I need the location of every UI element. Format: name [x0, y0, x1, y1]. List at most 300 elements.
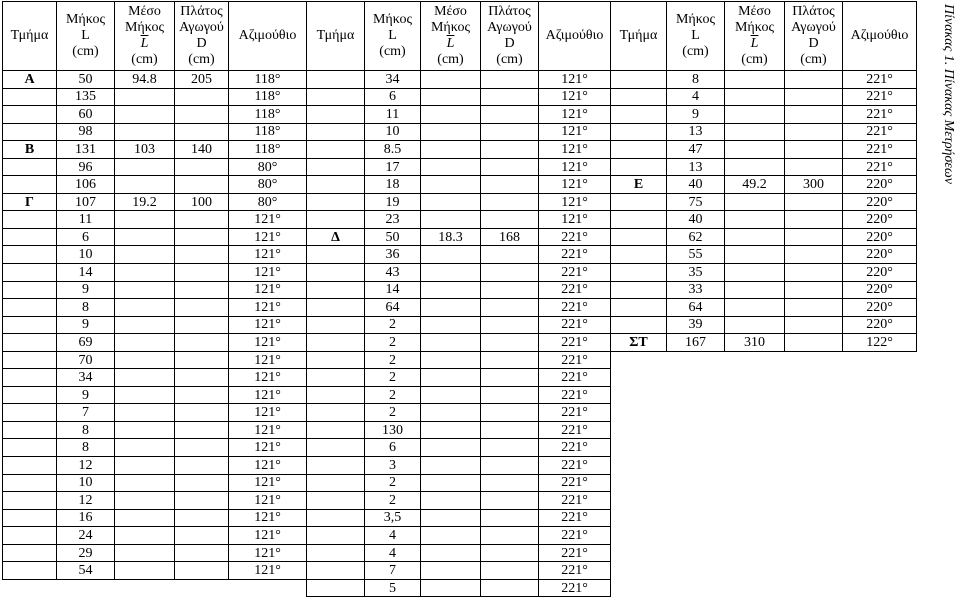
empty-cell: [175, 281, 229, 299]
azimuth-cell: 118°: [229, 71, 307, 89]
length-cell: 35: [667, 264, 725, 282]
header-length: [365, 2, 421, 71]
empty-cell: [611, 439, 667, 457]
empty-cell: [481, 281, 539, 299]
azimuth-cell: 121°: [539, 176, 611, 194]
table-row: [3, 509, 917, 527]
length-cell: 107: [57, 193, 115, 211]
azimuth-cell: 221°: [539, 316, 611, 334]
empty-cell: [725, 88, 785, 106]
length-cell: 29: [57, 544, 115, 562]
empty-cell: [725, 527, 785, 545]
azimuth-cell: 118°: [229, 123, 307, 141]
empty-cell: [611, 509, 667, 527]
length-cell: 75: [667, 193, 725, 211]
empty-cell: [611, 123, 667, 141]
azimuth-cell: 221°: [539, 509, 611, 527]
empty-cell: [785, 123, 843, 141]
empty-cell: [785, 141, 843, 159]
width-cell: 140: [175, 141, 229, 159]
empty-cell: [115, 404, 175, 422]
empty-cell: [785, 246, 843, 264]
azimuth-cell: 121°: [229, 281, 307, 299]
empty-cell: [307, 439, 365, 457]
empty-cell: [307, 211, 365, 229]
empty-cell: [175, 123, 229, 141]
empty-cell: [611, 369, 667, 387]
empty-cell: [421, 369, 481, 387]
empty-cell: [307, 527, 365, 545]
empty-cell: [115, 316, 175, 334]
azimuth-cell: 221°: [539, 351, 611, 369]
length-cell: 96: [57, 158, 115, 176]
azimuth-cell: 221°: [539, 544, 611, 562]
azimuth-cell: 220°: [843, 228, 917, 246]
length-cell: 18: [365, 176, 421, 194]
empty-cell: [115, 386, 175, 404]
header-text: Μέσο: [738, 4, 771, 19]
length-cell: 9: [667, 106, 725, 124]
empty-cell: [785, 386, 843, 404]
header-text: Μήκος: [65, 12, 106, 27]
azimuth-cell: 121°: [229, 299, 307, 317]
header-text: D: [504, 36, 515, 51]
empty-cell: [115, 562, 175, 580]
empty-cell: [725, 579, 785, 597]
azimuth-cell: 121°: [229, 562, 307, 580]
empty-cell: [307, 579, 365, 597]
empty-cell: [785, 369, 843, 387]
empty-cell: [307, 299, 365, 317]
header-section: [3, 2, 57, 71]
empty-cell: [611, 106, 667, 124]
empty-cell: [307, 123, 365, 141]
table-row: [3, 299, 917, 317]
length-cell: 11: [57, 211, 115, 229]
empty-cell: [307, 492, 365, 510]
empty-cell: [115, 264, 175, 282]
azimuth-cell: 121°: [539, 71, 611, 89]
azimuth-cell: 121°: [229, 421, 307, 439]
empty-cell: [3, 158, 57, 176]
azimuth-cell: 121°: [229, 334, 307, 352]
empty-cell: [421, 439, 481, 457]
empty-cell: [611, 141, 667, 159]
empty-cell: [175, 211, 229, 229]
empty-cell: [421, 404, 481, 422]
empty-cell: [115, 457, 175, 475]
empty-cell: [115, 211, 175, 229]
mean-length-cell: 19.2: [115, 193, 175, 211]
header-text: Αγωγού: [487, 20, 532, 35]
empty-cell: [3, 527, 57, 545]
length-cell: 8: [57, 439, 115, 457]
empty-cell: [667, 457, 725, 475]
empty-cell: [307, 474, 365, 492]
length-cell: 98: [57, 123, 115, 141]
empty-cell: [175, 246, 229, 264]
header-text: Πλάτος: [180, 4, 223, 19]
azimuth-cell: 221°: [539, 404, 611, 422]
empty-cell: [57, 579, 115, 597]
header-text: Μέσο: [434, 4, 467, 19]
length-cell: 8: [57, 299, 115, 317]
header-text: Πλάτος: [488, 4, 531, 19]
header-text: Αζιμούθιο: [850, 28, 909, 43]
header-text: $\overline{L}$: [140, 36, 149, 51]
header-text: Μήκος: [124, 20, 165, 35]
empty-cell: [667, 562, 725, 580]
empty-cell: [175, 421, 229, 439]
length-cell: 39: [667, 316, 725, 334]
empty-cell: [611, 299, 667, 317]
length-cell: 106: [57, 176, 115, 194]
azimuth-cell: 121°: [539, 123, 611, 141]
empty-cell: [481, 474, 539, 492]
table-row: [3, 211, 917, 229]
empty-cell: [175, 457, 229, 475]
header-azimuth: [843, 2, 917, 71]
length-cell: 2: [365, 351, 421, 369]
empty-cell: [175, 527, 229, 545]
length-cell: 2: [365, 316, 421, 334]
empty-cell: [481, 246, 539, 264]
length-cell: 14: [365, 281, 421, 299]
length-cell: 3,5: [365, 509, 421, 527]
azimuth-cell: 121°: [229, 246, 307, 264]
empty-cell: [175, 474, 229, 492]
azimuth-cell: 221°: [539, 264, 611, 282]
empty-cell: [115, 527, 175, 545]
length-cell: 12: [57, 457, 115, 475]
table-row: [3, 386, 917, 404]
empty-cell: [3, 176, 57, 194]
empty-cell: [667, 351, 725, 369]
empty-cell: [611, 316, 667, 334]
length-cell: 4: [365, 527, 421, 545]
header-text: Αγωγού: [179, 20, 224, 35]
length-cell: 64: [365, 299, 421, 317]
header-width: [175, 2, 229, 71]
empty-cell: [667, 474, 725, 492]
empty-cell: [421, 193, 481, 211]
length-cell: 4: [365, 544, 421, 562]
azimuth-cell: 221°: [539, 228, 611, 246]
table-row: [3, 544, 917, 562]
section-label: Γ: [3, 193, 57, 211]
width-cell: 100: [175, 193, 229, 211]
empty-cell: [3, 334, 57, 352]
empty-cell: [421, 474, 481, 492]
empty-cell: [229, 579, 307, 597]
azimuth-cell: 221°: [539, 527, 611, 545]
length-cell: 70: [57, 351, 115, 369]
empty-cell: [481, 299, 539, 317]
empty-cell: [3, 509, 57, 527]
header-text: Μήκος: [372, 12, 413, 27]
mean-length-cell: 94.8: [115, 71, 175, 89]
header-section: [611, 2, 667, 71]
length-cell: 10: [57, 246, 115, 264]
header-text: (cm): [72, 44, 99, 59]
empty-cell: [175, 544, 229, 562]
empty-cell: [307, 246, 365, 264]
length-cell: 24: [57, 527, 115, 545]
table-row: [3, 123, 917, 141]
header-azimuth: [229, 2, 307, 71]
empty-cell: [481, 316, 539, 334]
empty-cell: [725, 457, 785, 475]
empty-cell: [175, 176, 229, 194]
empty-cell: [115, 228, 175, 246]
empty-cell: [843, 386, 917, 404]
table-row: [3, 351, 917, 369]
empty-cell: [481, 404, 539, 422]
empty-cell: [115, 369, 175, 387]
azimuth-cell: 221°: [843, 141, 917, 159]
azimuth-cell: 121°: [229, 509, 307, 527]
length-cell: 14: [57, 264, 115, 282]
empty-cell: [3, 299, 57, 317]
empty-cell: [481, 421, 539, 439]
azimuth-cell: 221°: [539, 299, 611, 317]
empty-cell: [611, 421, 667, 439]
empty-cell: [3, 123, 57, 141]
table-row: [3, 141, 917, 159]
empty-cell: [3, 404, 57, 422]
empty-cell: [421, 211, 481, 229]
length-cell: 13: [667, 123, 725, 141]
width-cell: 168: [481, 228, 539, 246]
empty-cell: [611, 88, 667, 106]
empty-cell: [115, 509, 175, 527]
header-text: Μέσο: [128, 4, 161, 19]
empty-cell: [785, 299, 843, 317]
table-row: [3, 176, 917, 194]
empty-cell: [843, 457, 917, 475]
length-cell: 5: [365, 579, 421, 597]
empty-cell: [785, 457, 843, 475]
length-cell: 47: [667, 141, 725, 159]
header-row: [3, 2, 917, 71]
empty-cell: [175, 509, 229, 527]
length-cell: 2: [365, 474, 421, 492]
empty-cell: [725, 351, 785, 369]
empty-cell: [3, 562, 57, 580]
table-row: [3, 193, 917, 211]
empty-cell: [307, 386, 365, 404]
empty-cell: [481, 579, 539, 597]
empty-cell: [785, 579, 843, 597]
empty-cell: [307, 106, 365, 124]
header-text: Αζιμούθιο: [545, 28, 604, 43]
header-text: Τμήμα: [619, 28, 658, 43]
length-cell: 54: [57, 562, 115, 580]
azimuth-cell: 221°: [539, 334, 611, 352]
empty-cell: [481, 71, 539, 89]
azimuth-cell: 121°: [539, 211, 611, 229]
empty-cell: [175, 369, 229, 387]
table-row: [3, 369, 917, 387]
empty-cell: [3, 351, 57, 369]
empty-cell: [115, 88, 175, 106]
empty-cell: [421, 158, 481, 176]
azimuth-cell: 221°: [539, 562, 611, 580]
length-cell: 7: [57, 404, 115, 422]
table-caption: Πίνακας 1. Πίνακας Μετρήσεων: [941, 4, 956, 184]
length-cell: 19: [365, 193, 421, 211]
empty-cell: [307, 88, 365, 106]
header-text: Τμήμα: [316, 28, 355, 43]
empty-cell: [175, 386, 229, 404]
section-label: Β: [3, 141, 57, 159]
length-cell: 12: [57, 492, 115, 510]
table-row: [3, 316, 917, 334]
empty-cell: [175, 228, 229, 246]
length-cell: 4: [667, 88, 725, 106]
azimuth-cell: 80°: [229, 158, 307, 176]
header-text: (cm): [682, 44, 709, 59]
empty-cell: [307, 421, 365, 439]
empty-cell: [611, 211, 667, 229]
empty-cell: [175, 264, 229, 282]
width-cell: 205: [175, 71, 229, 89]
azimuth-cell: 121°: [229, 457, 307, 475]
empty-cell: [115, 544, 175, 562]
empty-cell: [843, 421, 917, 439]
azimuth-cell: 221°: [539, 474, 611, 492]
empty-cell: [421, 176, 481, 194]
header-text: L: [81, 28, 90, 43]
empty-cell: [611, 457, 667, 475]
empty-cell: [843, 509, 917, 527]
empty-cell: [611, 474, 667, 492]
empty-cell: [611, 351, 667, 369]
azimuth-cell: 221°: [539, 369, 611, 387]
length-cell: 50: [365, 228, 421, 246]
header-width: [481, 2, 539, 71]
azimuth-cell: 221°: [843, 71, 917, 89]
table-row: [3, 562, 917, 580]
length-cell: 17: [365, 158, 421, 176]
empty-cell: [421, 509, 481, 527]
empty-cell: [3, 316, 57, 334]
empty-cell: [115, 351, 175, 369]
empty-cell: [481, 439, 539, 457]
empty-cell: [725, 544, 785, 562]
azimuth-cell: 221°: [539, 579, 611, 597]
length-cell: 34: [365, 71, 421, 89]
azimuth-cell: 121°: [229, 228, 307, 246]
azimuth-cell: 221°: [539, 457, 611, 475]
empty-cell: [115, 123, 175, 141]
section-label: ΣΤ: [611, 334, 667, 352]
section-label: Ε: [611, 176, 667, 194]
azimuth-cell: 121°: [229, 351, 307, 369]
length-cell: 2: [365, 369, 421, 387]
empty-cell: [175, 492, 229, 510]
empty-cell: [307, 544, 365, 562]
empty-cell: [115, 246, 175, 264]
length-cell: 62: [667, 228, 725, 246]
empty-cell: [481, 492, 539, 510]
empty-cell: [307, 264, 365, 282]
empty-cell: [725, 106, 785, 124]
empty-cell: [611, 386, 667, 404]
header-text: D: [808, 36, 819, 51]
empty-cell: [421, 316, 481, 334]
empty-cell: [611, 158, 667, 176]
azimuth-cell: 221°: [843, 88, 917, 106]
empty-cell: [175, 106, 229, 124]
header-text: Πλάτος: [792, 4, 835, 19]
header-text: D: [196, 36, 207, 51]
table-row: [3, 474, 917, 492]
empty-cell: [175, 439, 229, 457]
empty-cell: [481, 562, 539, 580]
empty-cell: [611, 492, 667, 510]
length-cell: 43: [365, 264, 421, 282]
mean-length-cell: 103: [115, 141, 175, 159]
empty-cell: [667, 369, 725, 387]
empty-cell: [611, 193, 667, 211]
azimuth-cell: 121°: [229, 264, 307, 282]
empty-cell: [667, 527, 725, 545]
table-row: [3, 228, 917, 246]
empty-cell: [3, 544, 57, 562]
length-cell: 55: [667, 246, 725, 264]
header-text: Μήκος: [430, 20, 471, 35]
length-cell: 60: [57, 106, 115, 124]
empty-cell: [843, 492, 917, 510]
empty-cell: [421, 71, 481, 89]
empty-cell: [611, 281, 667, 299]
empty-cell: [725, 193, 785, 211]
empty-cell: [843, 527, 917, 545]
length-cell: 40: [667, 176, 725, 194]
empty-cell: [725, 71, 785, 89]
length-cell: 6: [57, 228, 115, 246]
empty-cell: [307, 562, 365, 580]
length-cell: 11: [365, 106, 421, 124]
empty-cell: [785, 316, 843, 334]
length-cell: 7: [365, 562, 421, 580]
empty-cell: [481, 123, 539, 141]
length-cell: 69: [57, 334, 115, 352]
length-cell: 40: [667, 211, 725, 229]
empty-cell: [421, 123, 481, 141]
empty-cell: [481, 158, 539, 176]
header-text: (cm): [437, 52, 464, 67]
empty-cell: [611, 562, 667, 580]
empty-cell: [725, 211, 785, 229]
azimuth-cell: 221°: [539, 246, 611, 264]
azimuth-cell: 121°: [539, 193, 611, 211]
section-label: Α: [3, 71, 57, 89]
empty-cell: [611, 264, 667, 282]
header-text: (cm): [741, 52, 768, 67]
length-cell: 6: [365, 439, 421, 457]
empty-cell: [843, 439, 917, 457]
length-cell: 2: [365, 386, 421, 404]
empty-cell: [481, 369, 539, 387]
empty-cell: [115, 474, 175, 492]
empty-cell: [307, 281, 365, 299]
length-cell: 8: [57, 421, 115, 439]
empty-cell: [843, 474, 917, 492]
empty-cell: [481, 386, 539, 404]
length-cell: 2: [365, 334, 421, 352]
